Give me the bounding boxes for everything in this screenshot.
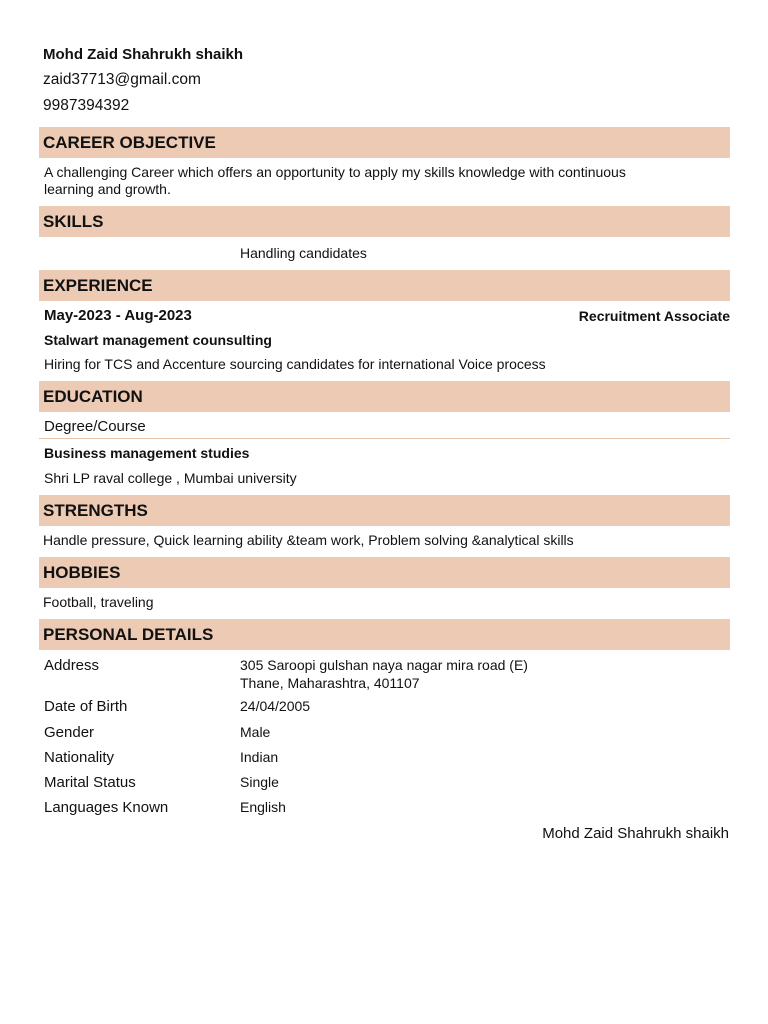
career-objective-line-1: A challenging Career which offers an opportunity to apply my skills knowledge with continuous bbox=[44, 164, 626, 180]
detail-label-nationality: Nationality bbox=[44, 749, 115, 766]
education-degree: Business management studies bbox=[44, 445, 250, 461]
experience-heading: EXPERIENCE bbox=[39, 270, 730, 301]
phone-number: 9987394392 bbox=[43, 97, 130, 114]
career-objective-line-2: learning and growth. bbox=[44, 181, 171, 197]
strengths-heading: STRENGTHS bbox=[39, 495, 730, 526]
experience-company: Stalwart management counsulting bbox=[44, 332, 272, 348]
email-address: zaid37713@gmail.com bbox=[43, 71, 201, 88]
detail-value-nationality: Indian bbox=[240, 749, 279, 765]
detail-label-gender: Gender bbox=[44, 724, 95, 741]
career-objective-heading: CAREER OBJECTIVE bbox=[39, 127, 730, 158]
detail-value-marital-status: Single bbox=[240, 774, 279, 790]
detail-value-address: 305 Saroopi gulshan naya nagar mira road (E) bbox=[240, 657, 528, 673]
personal-details-heading: PERSONAL DETAILS bbox=[39, 619, 730, 650]
detail-label-address: Address bbox=[44, 657, 100, 674]
signoff-name: Mohd Zaid Shahrukh shaikh bbox=[542, 825, 729, 842]
skills-heading: SKILLS bbox=[39, 206, 730, 237]
education-column-label: Degree/Course bbox=[44, 418, 146, 435]
education-heading: EDUCATION bbox=[39, 381, 730, 412]
detail-value-dob: 24/04/2005 bbox=[240, 698, 311, 714]
experience-description: Hiring for TCS and Accenture sourcing candidates for international Voice process bbox=[44, 356, 546, 372]
detail-label-marital-status: Marital Status bbox=[44, 774, 136, 791]
hobbies-heading: HOBBIES bbox=[39, 557, 730, 588]
detail-value-address-line-2: Thane, Maharashtra, 401107 bbox=[240, 675, 420, 691]
detail-value-languages: English bbox=[240, 799, 286, 815]
education-institution: Shri LP raval college , Mumbai university bbox=[44, 470, 297, 486]
hobbies-text: Football, traveling bbox=[43, 594, 154, 610]
strengths-text: Handle pressure, Quick learning ability &team work, Problem solving &analytical skills bbox=[43, 532, 574, 548]
candidate-name: Mohd Zaid Shahrukh shaikh bbox=[43, 46, 244, 63]
detail-value-gender: Male bbox=[240, 724, 271, 740]
education-divider bbox=[39, 438, 730, 439]
detail-label-dob: Date of Birth bbox=[44, 698, 128, 715]
skill-item: Handling candidates bbox=[240, 245, 367, 261]
experience-role: Recruitment Associate bbox=[578, 308, 730, 324]
detail-label-languages: Languages Known bbox=[44, 799, 169, 816]
experience-dates: May-2023 - Aug-2023 bbox=[44, 307, 192, 324]
